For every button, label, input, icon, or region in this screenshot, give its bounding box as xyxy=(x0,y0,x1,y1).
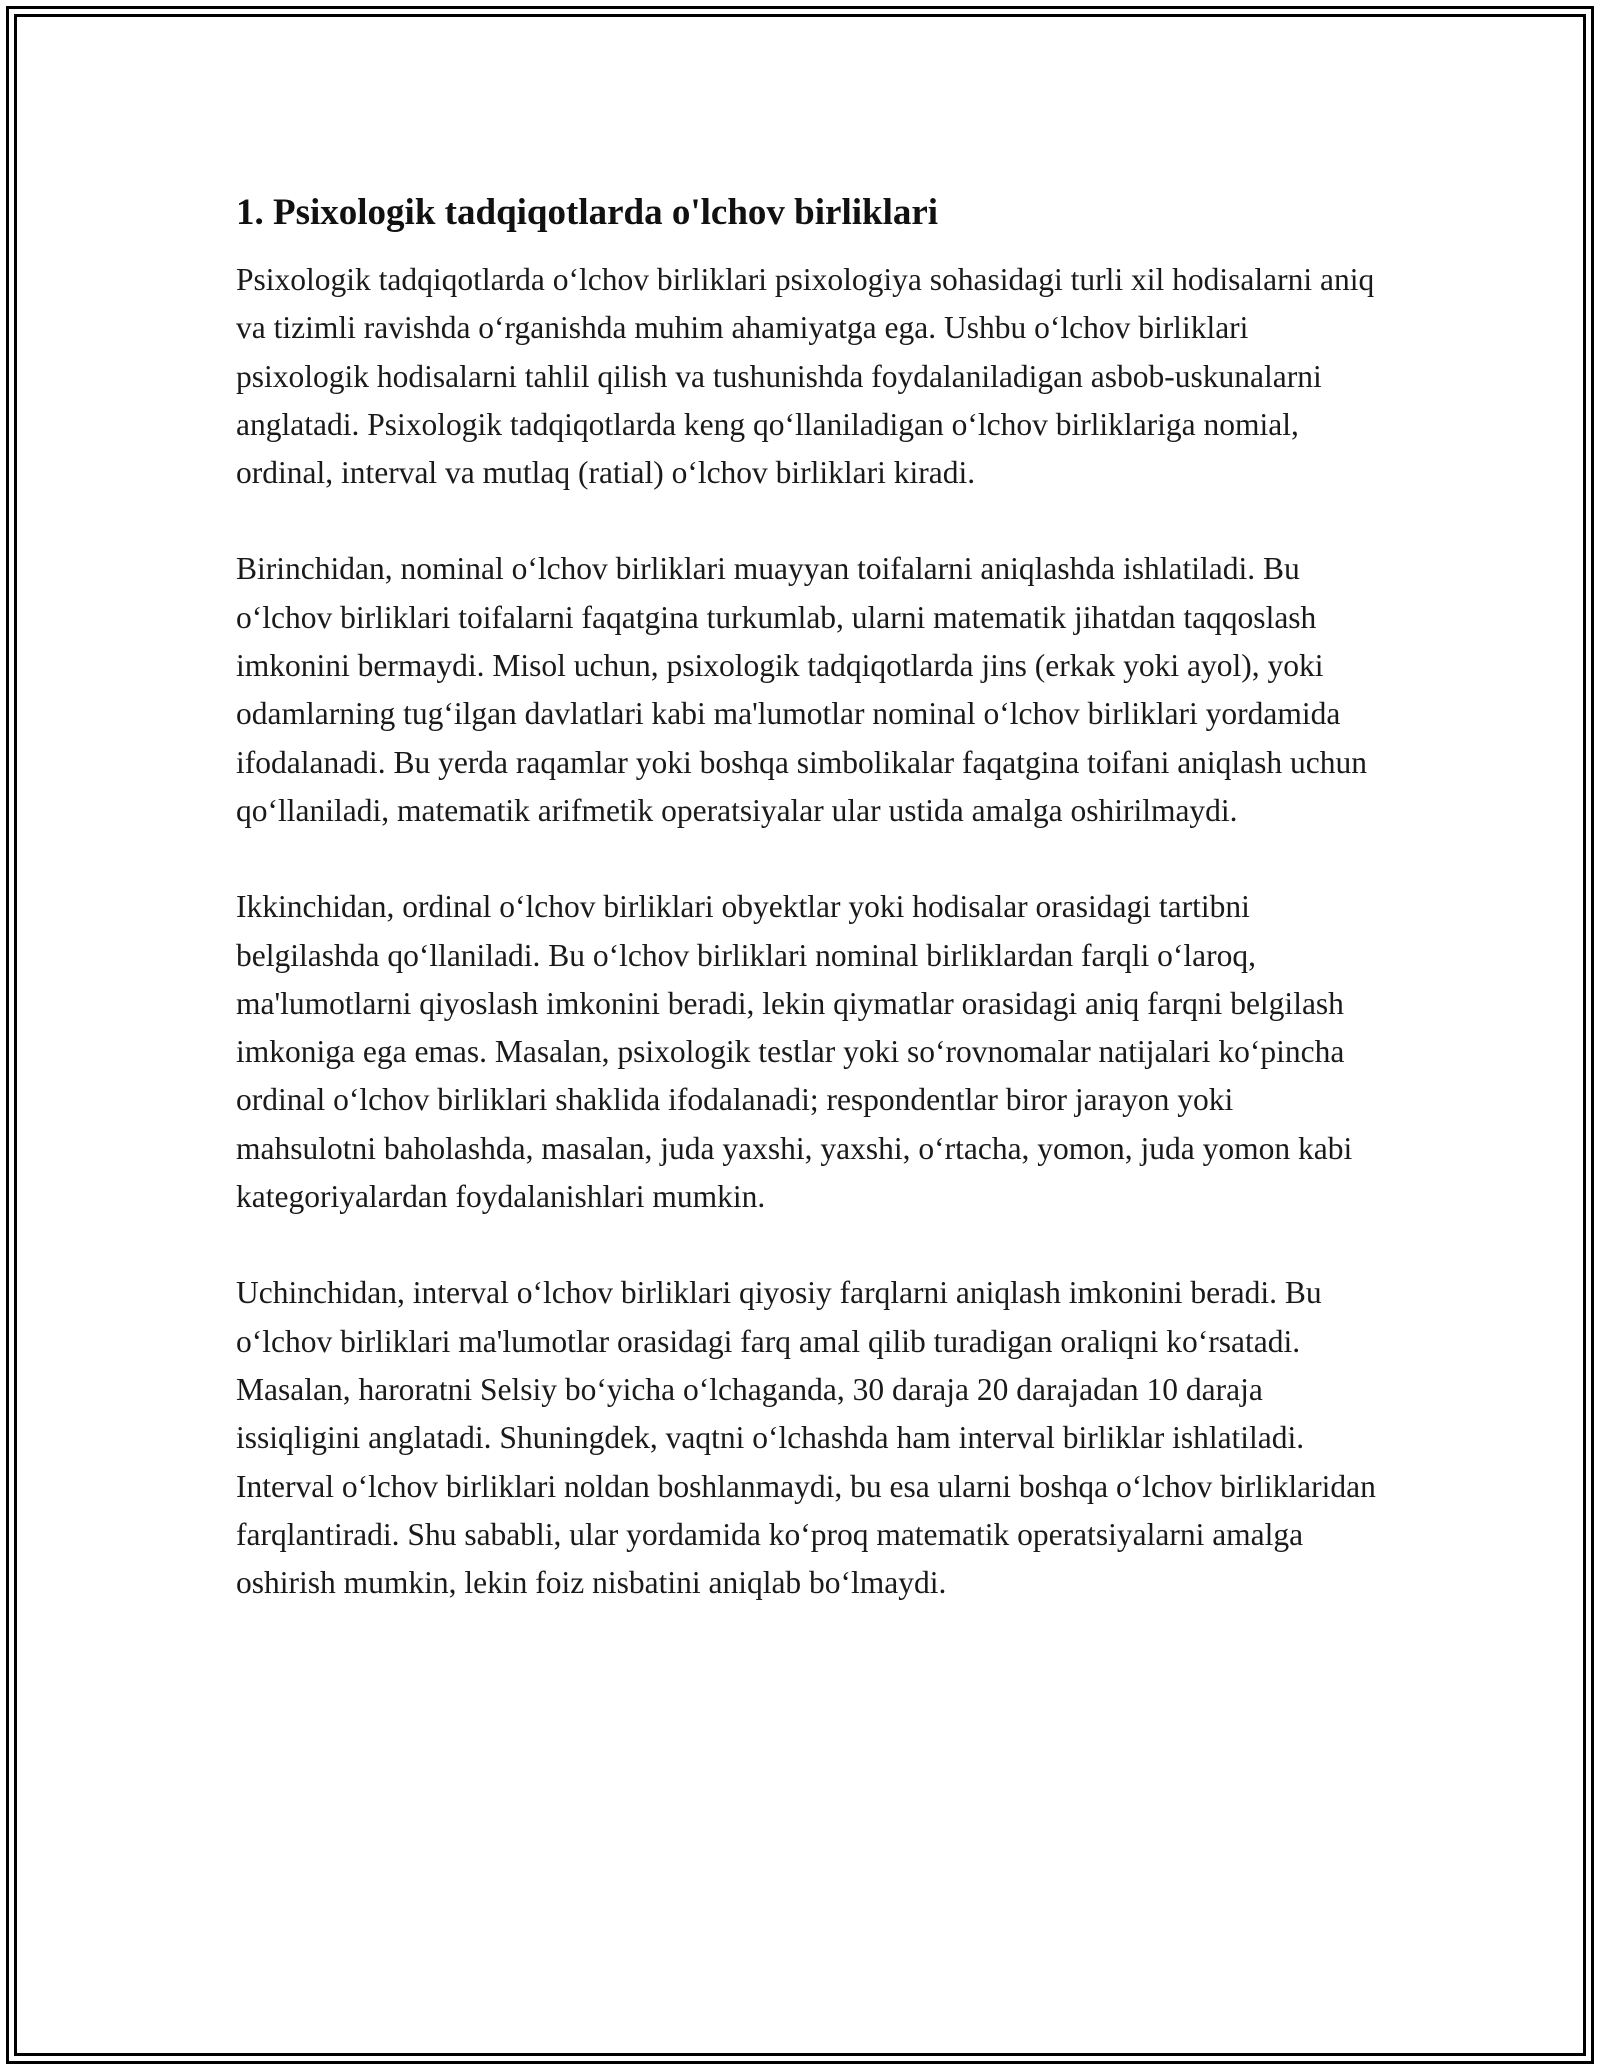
paragraph-intro: Psixologik tadqiqotlarda o‘lchov birliklari psixologiya sohasidagi turli xil hodisalarni aniq va tizimli ravishda o‘rganishda muhim ahamiyatga ega. Ushbu o‘lchov birliklari psixologik hodisalarni tahlil qilish va tushunishda foydalaniladigan asbob-uskunalarni anglatadi. Psixologik tadqiqotlarda keng qo‘llaniladigan o‘lchov birliklariga nomial, ordinal, interval va mutlaq (ratial) o‘lchov birliklari kiradi. xyxy=(236,262,1375,491)
paragraph-nominal: Birinchidan, nominal o‘lchov birliklari muayyan toifalarni aniqlashda ishlatiladi. Bu o‘lchov birliklari toifalarni faqatgina turkumlab, ularni matematik jihatdan taqqoslash imkonini bermaydi. Misol uchun, psixologik tadqiqotlarda jins (erkak yoki ayol), yoki odamlarning tug‘ilgan davlatlari kabi ma'lumotlar nominal o‘lchov birliklari yordamida ifodalanadi. Bu yerda raqamlar yoki boshqa simbolikalar faqatgina toifani aniqlash uchun qo‘llaniladi, matematik arifmetik operatsiyalar ular ustida amalga oshirilmaydi. xyxy=(236,551,1368,828)
paragraph-ordinal: Ikkinchidan, ordinal o‘lchov birliklari obyektlar yoki hodisalar orasidagi tartibni belgilashda qo‘llaniladi. Bu o‘lchov birliklari nominal birliklardan farqli o‘laroq, ma'lumotlarni qiyoslash imkonini beradi, lekin qiymatlar orasidagi aniq farqni belgilash imkoniga ega emas. Masalan, psixologik testlar yoki so‘rovnomalar natijalari ko‘pincha ordinal o‘lchov birliklari shaklida ifodalanadi; respondentlar biror jarayon yoki mahsulotni baholashda, masalan, juda yaxshi, yaxshi, o‘rtacha, yomon, juda yomon kabi kategoriyalardan foydalanishlari mumkin. xyxy=(236,889,1353,1215)
document-body xyxy=(236,188,1376,1607)
section-heading: 1. Psixologik tadqiqotlarda o'lchov birliklari xyxy=(236,192,939,233)
paragraph-interval: Uchinchidan, interval o‘lchov birliklari qiyosiy farqlarni aniqlash imkonini beradi. Bu o‘lchov birliklari ma'lumotlar orasidagi farq amal qilib turadigan oraliqni ko‘rsatadi. Masalan, haroratni Selsiy bo‘yicha o‘lchaganda, 30 daraja 20 darajadan 10 daraja issiqligini anglatadi. Shuningdek, vaqtni o‘lchashda ham interval birliklar ishlatiladi. Interval o‘lchov birliklari noldan boshlanmaydi, bu esa ularni boshqa o‘lchov birliklaridan farqlantiradi. Shu sababli, ular yordamida ko‘proq matematik operatsiyalarni amalga oshirish mumkin, lekin foiz nisbatini aniqlab bo‘lmaydi. xyxy=(236,1275,1376,1601)
